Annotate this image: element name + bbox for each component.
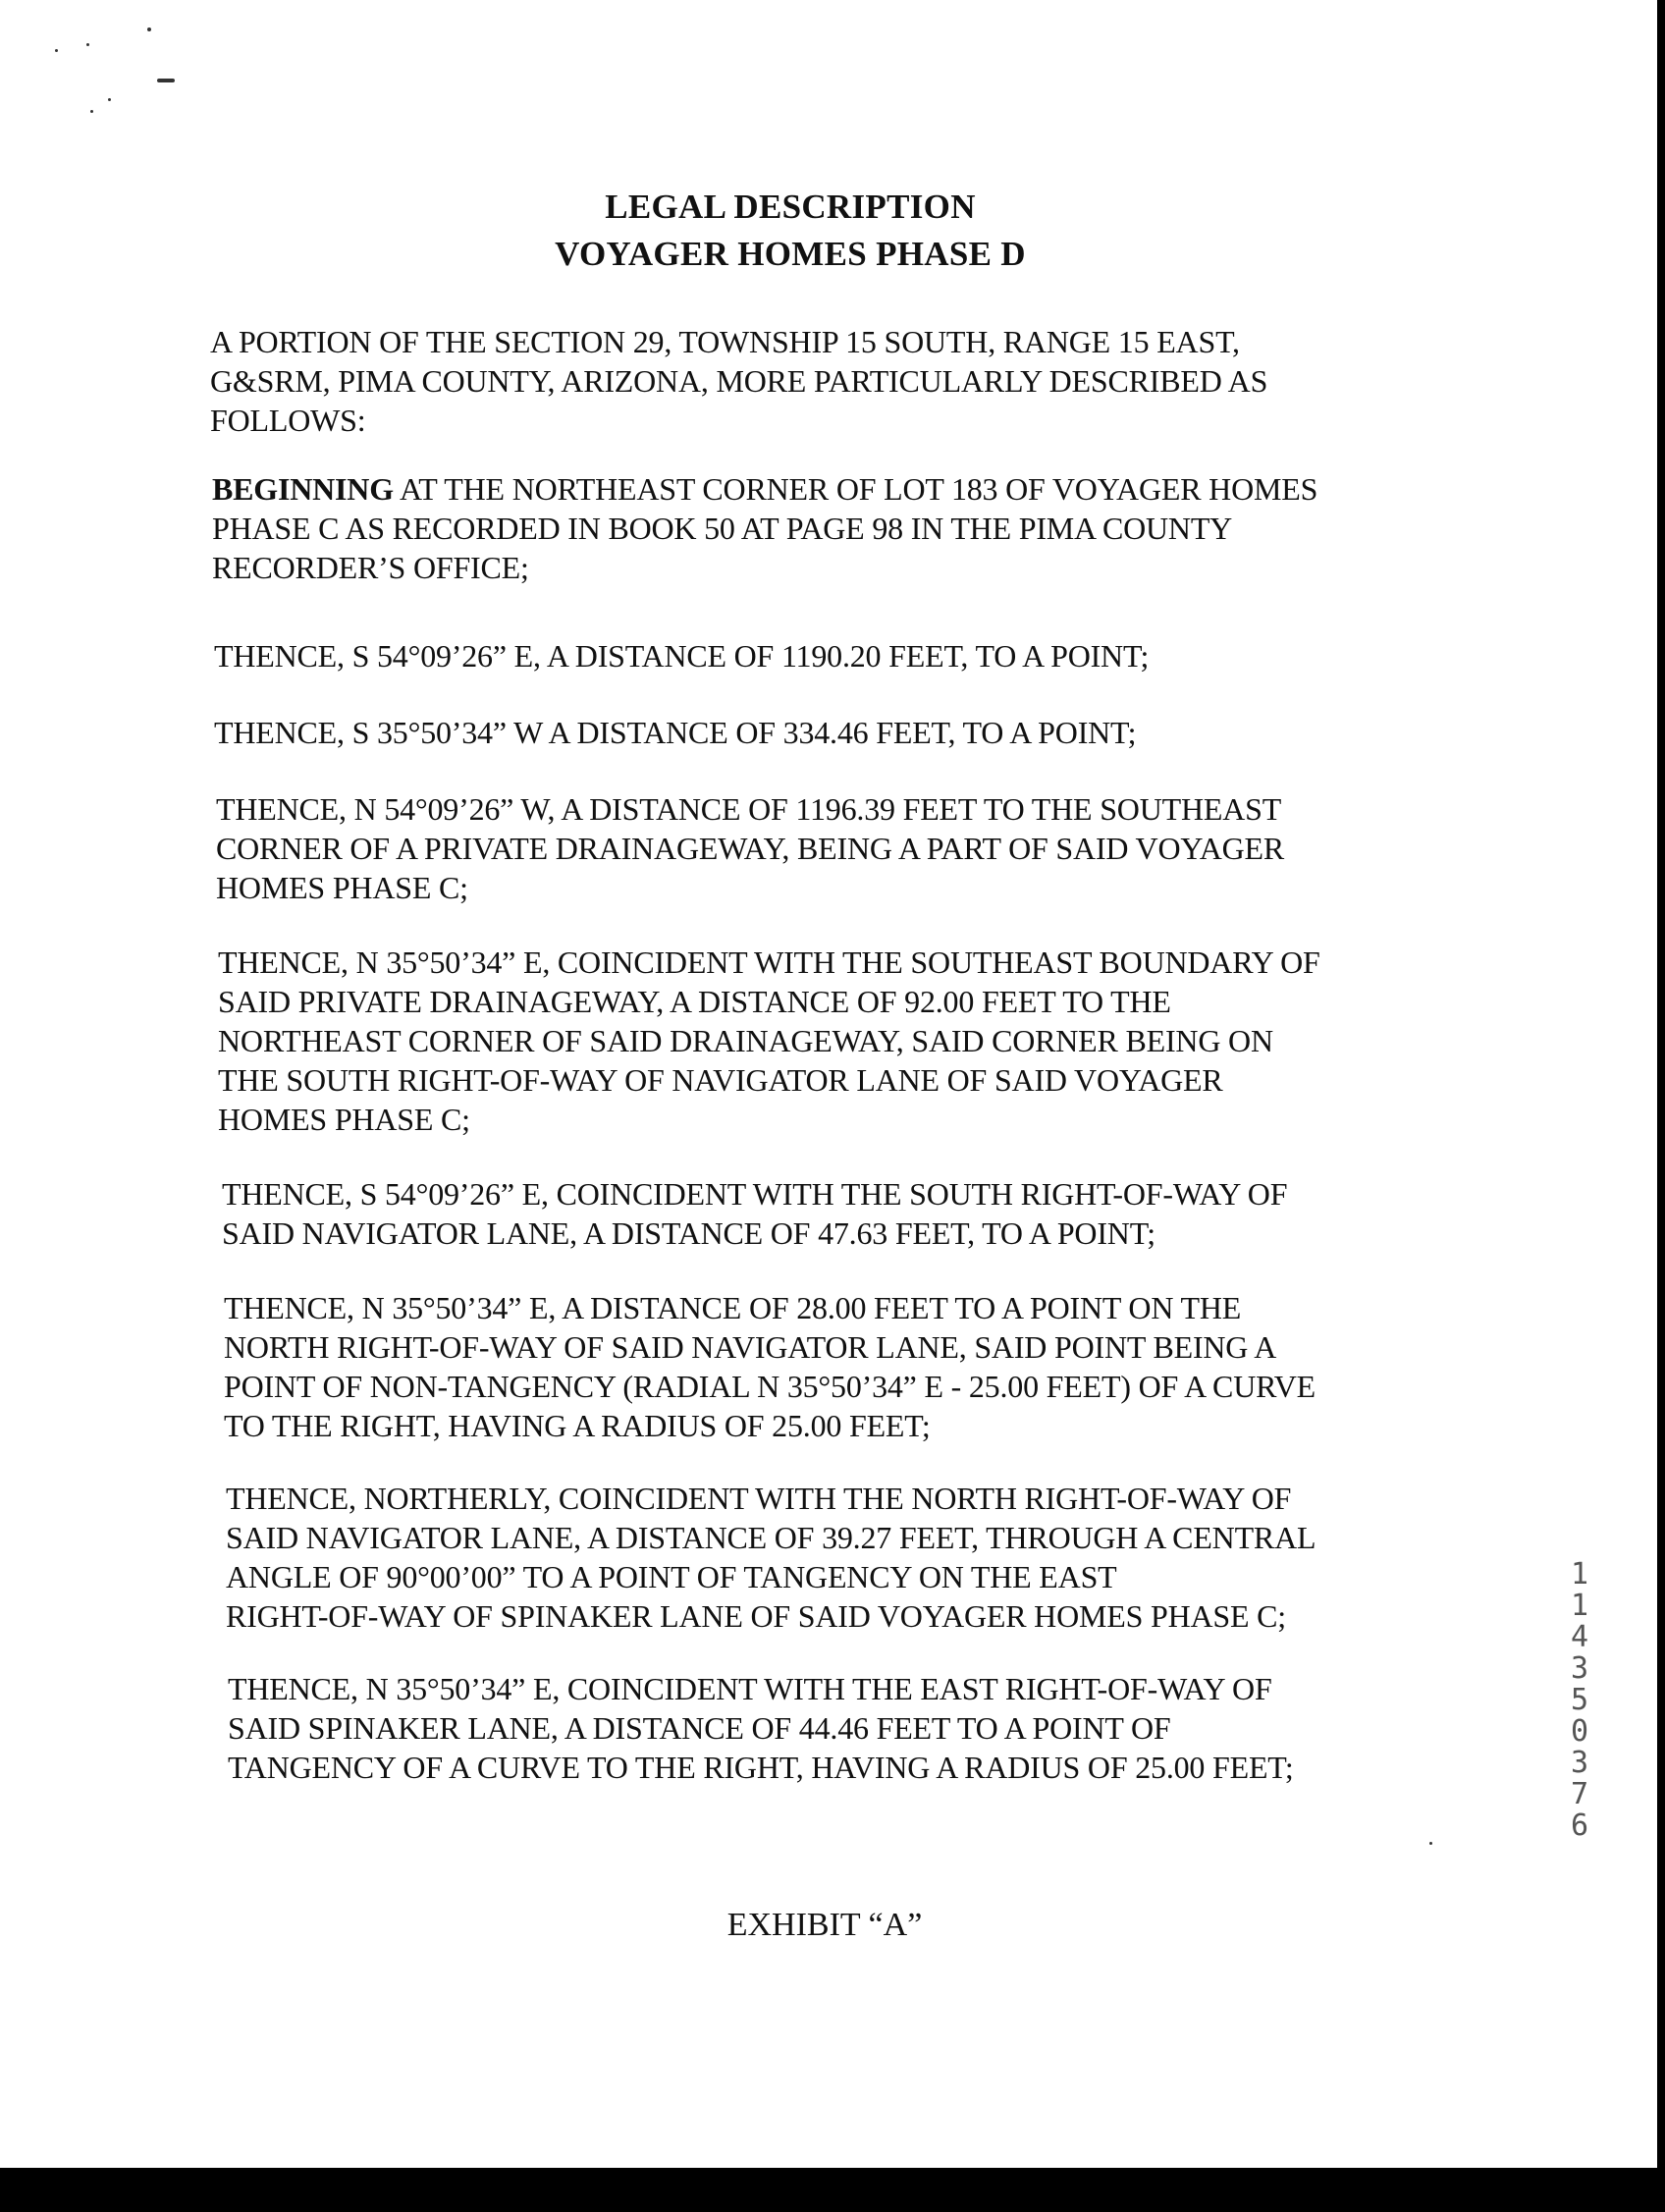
exhibit-label: EXHIBIT “A” <box>726 1907 923 1943</box>
course-paragraph-4: THENCE, N 35°50’34” E, COINCIDENT WITH THE SOUTHEAST BOUNDARY OF SAID PRIVATE DRAINAGEWAY, A DISTANCE OF 92.00 FEET TO THE NORTHEAST CORNER OF SAID DRAINAGEWAY, SAID CORNER BEING ON THE SOUTH RIGHT-OF-WAY OF NAVIGATOR LANE OF SAID VOYAGER HOMES PHASE C; <box>218 944 1320 1137</box>
beginning-label: BEGINNING <box>212 471 394 507</box>
scan-speck <box>157 79 175 82</box>
course-paragraph-3: THENCE, N 54°09’26” W, A DISTANCE OF 1196.39 FEET TO THE SOUTHEAST CORNER OF A PRIVATE DRAINAGEWAY, BEING A PART OF SAID VOYAGER HOMES PHASE C; <box>216 791 1285 905</box>
course-paragraph-8: THENCE, N 35°50’34” E, COINCIDENT WITH THE EAST RIGHT-OF-WAY OF SAID SPINAKER LANE, A DISTANCE OF 44.46 FEET TO A POINT OF TANGENCY OF A CURVE TO THE RIGHT, HAVING A RADIUS OF 25.00 FEET; <box>228 1671 1294 1785</box>
recording-number-stamp: 11435 0376 <box>1570 1557 1589 1843</box>
document-title: LEGAL DESCRIPTION <box>605 188 976 226</box>
scan-speck <box>1429 1842 1432 1845</box>
document-subtitle: VOYAGER HOMES PHASE D <box>555 235 1026 273</box>
beginning-text: AT THE NORTHEAST CORNER OF LOT 183 OF VOYAGER HOMES PHASE C AS RECORDED IN BOOK 50 AT PAGE 98 IN THE PIMA COUNTY RECORDER’S OFFICE; <box>212 471 1318 585</box>
intro-paragraph: A PORTION OF THE SECTION 29, TOWNSHIP 15 SOUTH, RANGE 15 EAST, G&SRM, PIMA COUNTY, ARIZONA, MORE PARTICULARLY DESCRIBED AS FOLLOWS: <box>210 324 1268 438</box>
scan-speck <box>86 43 89 46</box>
course-paragraph-5: THENCE, S 54°09’26” E, COINCIDENT WITH THE SOUTH RIGHT-OF-WAY OF SAID NAVIGATOR LANE, A DISTANCE OF 47.63 FEET, TO A POINT; <box>222 1176 1288 1251</box>
course-paragraph-2: THENCE, S 35°50’34” W A DISTANCE OF 334.46 FEET, TO A POINT; <box>214 715 1137 750</box>
course-paragraph-7: THENCE, NORTHERLY, COINCIDENT WITH THE NORTH RIGHT-OF-WAY OF SAID NAVIGATOR LANE, A DISTANCE OF 39.27 FEET, THROUGH A CENTRAL ANGLE OF 90°00’00” TO A POINT OF TANGENCY ON THE EAST RIGHT-OF-WAY OF SPINAKER LANE OF SAID VOYAGER HOMES PHASE C; <box>226 1481 1316 1634</box>
scan-speck <box>108 98 111 101</box>
scan-speck <box>90 110 93 113</box>
beginning-paragraph <box>212 469 1317 587</box>
scan-speck <box>55 49 58 52</box>
course-paragraph-6: THENCE, N 35°50’34” E, A DISTANCE OF 28.00 FEET TO A POINT ON THE NORTH RIGHT-OF-WAY OF SAID NAVIGATOR LANE, SAID POINT BEING A POINT OF NON-TANGENCY (RADIAL N 35°50’34” E - 25.00 FEET) OF A CURVE TO THE RIGHT, HAVING A RADIUS OF 25.00 FEET; <box>224 1290 1316 1443</box>
course-paragraph-1: THENCE, S 54°09’26” E, A DISTANCE OF 1190.20 FEET, TO A POINT; <box>214 638 1150 674</box>
scan-speck <box>147 27 151 31</box>
